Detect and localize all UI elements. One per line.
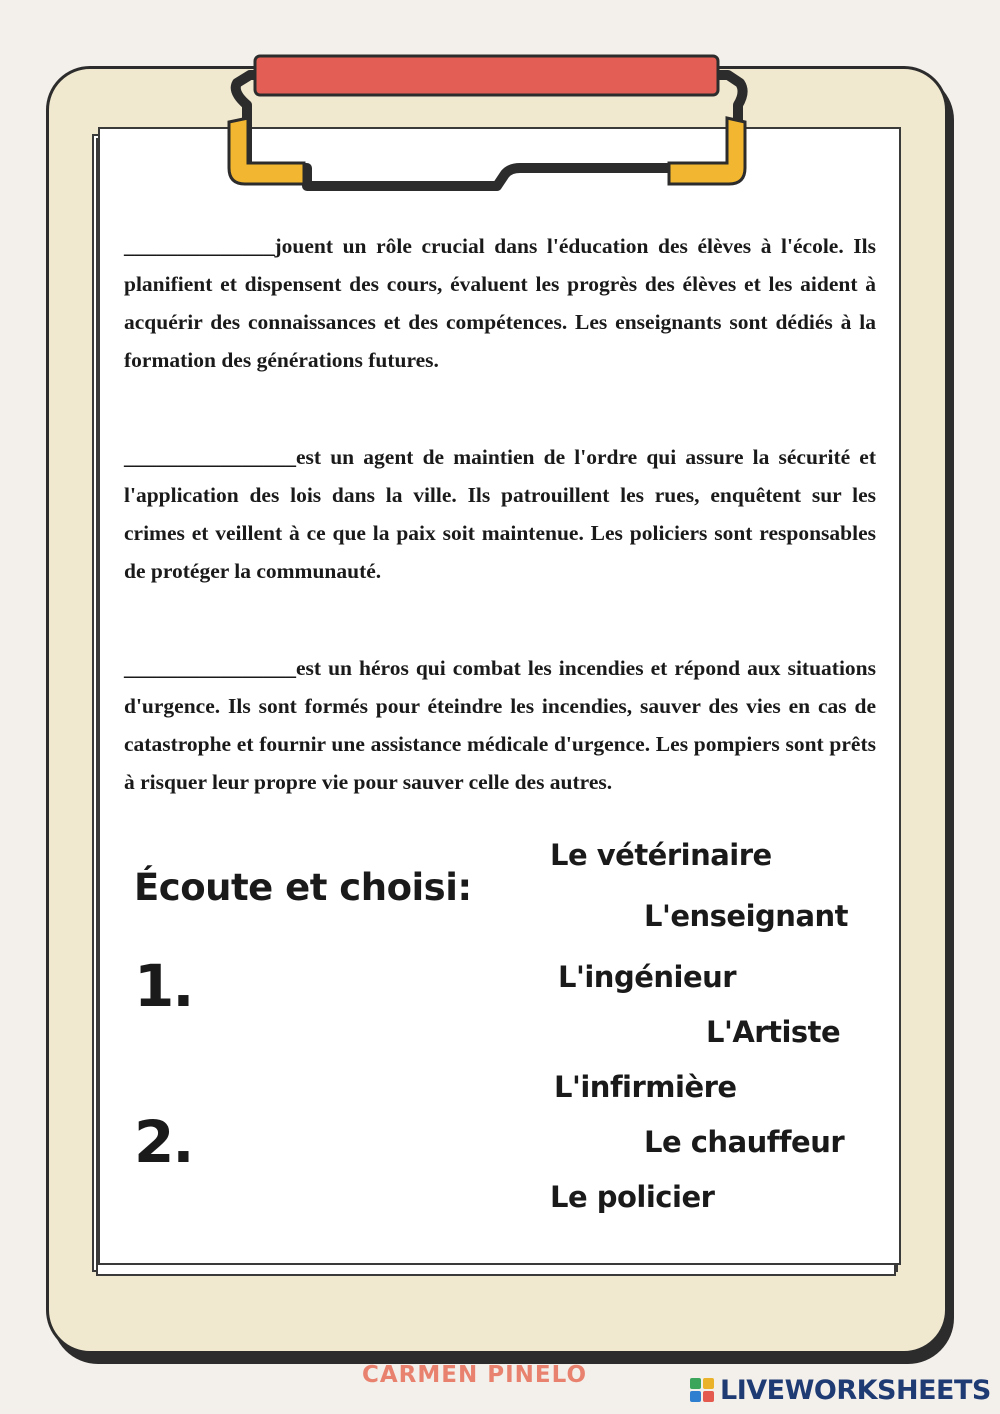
option-artiste[interactable]: L'Artiste: [706, 1015, 841, 1049]
answer-blank-1[interactable]: ______________: [124, 234, 275, 258]
answer-blank-3[interactable]: ________________: [124, 656, 296, 680]
passage-firefighter: [124, 649, 876, 801]
passage-teachers: [124, 227, 876, 379]
liveworksheets-logo-icon: [690, 1378, 714, 1402]
option-infirmiere[interactable]: L'infirmière: [554, 1070, 737, 1104]
option-ingenieur[interactable]: L'ingénieur: [558, 960, 737, 994]
brand-name: LIVEWORKSHEETS: [720, 1374, 991, 1406]
answer-label-2: 2.: [134, 1108, 193, 1176]
clipboard-clip-icon: [0, 0, 1000, 200]
author-credit: CARMEN PINELO: [362, 1362, 588, 1388]
clip-top-bar: [255, 56, 718, 95]
passage-police: [124, 438, 876, 590]
option-chauffeur[interactable]: Le chauffeur: [644, 1125, 845, 1159]
answer-blank-2[interactable]: ________________: [124, 445, 296, 469]
passage-text: est un agent de maintien de l'ordre qui assure la sécurité et l'application des lois dans la ville. Ils patrouillent les rues, enquêtent sur les crimes et veillent à ce que la paix soit maintenue. Les policiers sont responsables de protéger la communauté.: [124, 445, 876, 583]
liveworksheets-logo[interactable]: [690, 1370, 991, 1410]
instruction-heading: Écoute et choisi:: [134, 866, 472, 909]
option-policier[interactable]: Le policier: [550, 1180, 715, 1214]
option-veterinaire[interactable]: Le vétérinaire: [550, 838, 772, 872]
clip-corner-right: [669, 118, 745, 184]
clip-corner-left: [229, 118, 304, 184]
passage-text: jouent un rôle crucial dans l'éducation des élèves à l'école. Ils planifient et dispensent des cours, évaluent les progrès des élèves et les aident à acquérir des connaissances et des compétences. Les enseignants sont dédiés à la formation des générations futures.: [124, 234, 876, 372]
answer-label-1: 1.: [134, 952, 193, 1020]
option-enseignant[interactable]: L'enseignant: [644, 899, 849, 933]
passage-text: est un héros qui combat les incendies et répond aux situations d'urgence. Ils sont formés pour éteindre les incendies, sauver des vies en cas de catastrophe et fournir une assistance médicale d'urgence. Les pompiers sont prêts à risquer leur propre vie pour sauver celle des autres.: [124, 656, 876, 794]
